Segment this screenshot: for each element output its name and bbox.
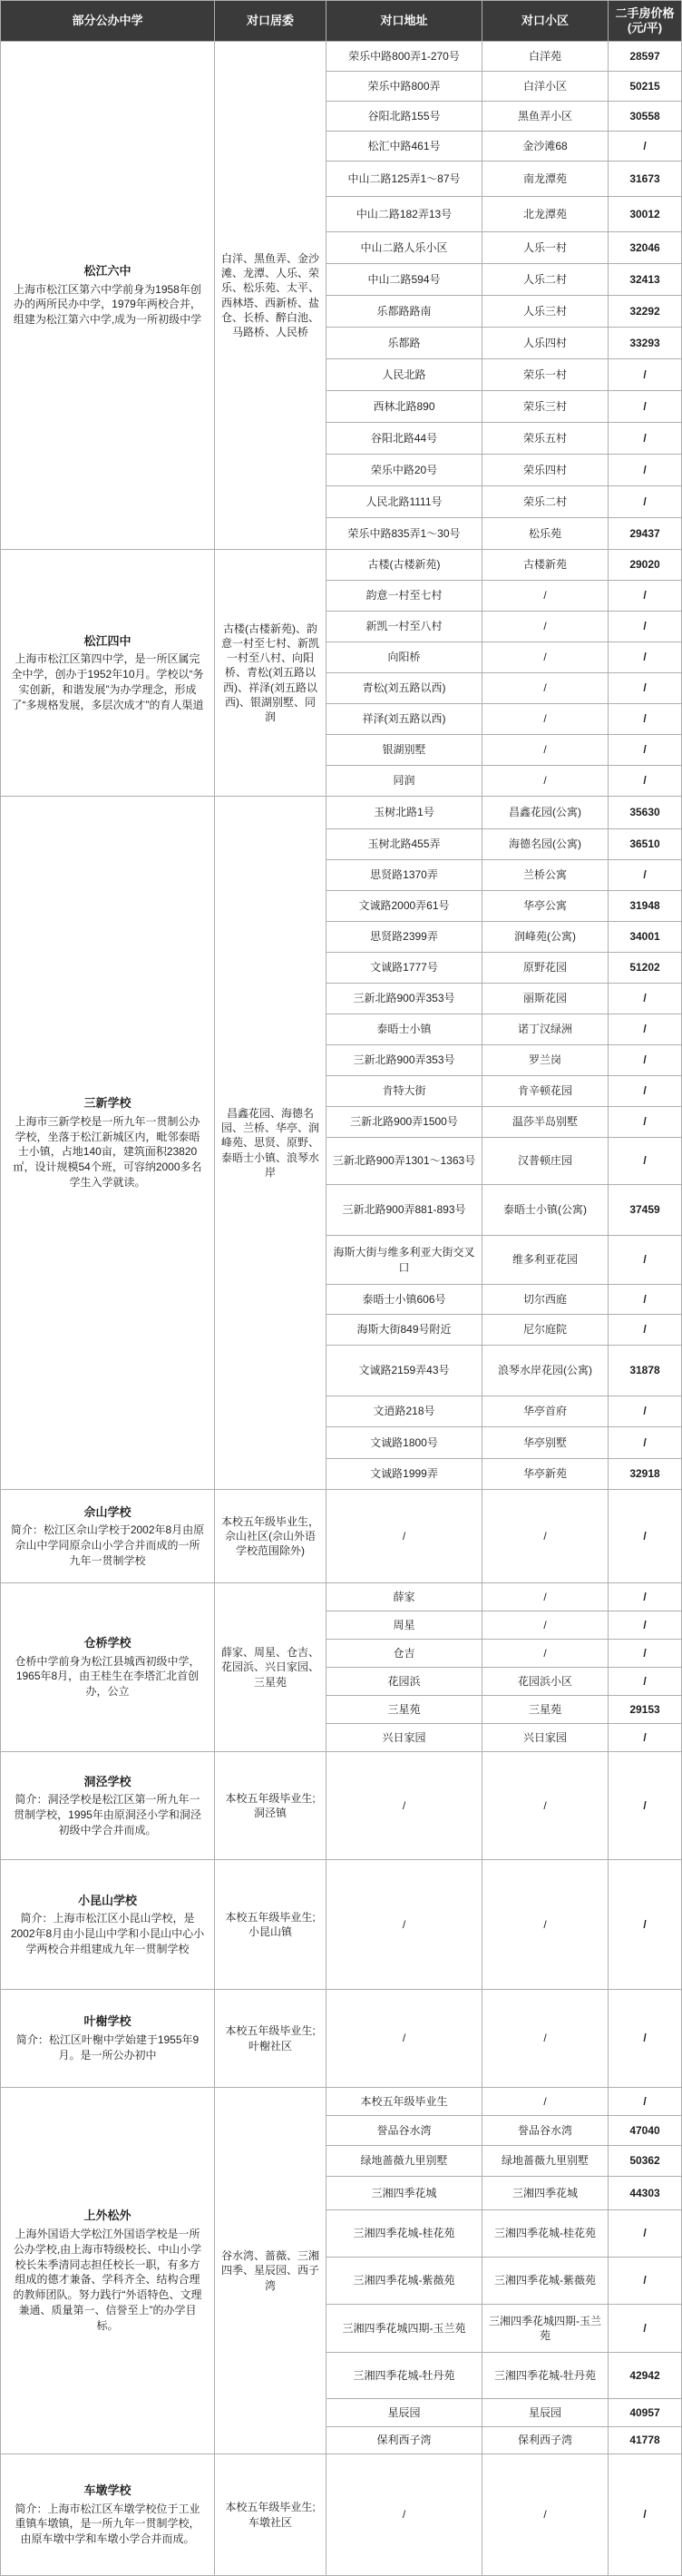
community-cell: / [482, 1490, 608, 1582]
community-cell: 荣乐四村 [482, 455, 608, 485]
header-price-unit: (元/平) [627, 21, 663, 34]
community-cell: / [482, 1752, 608, 1859]
school-intro: 上海市松江区第六中学前身为1958年创办的两所民办中学，1979年两校合并，组建为松江第六中学,成为一所初级中学 [13, 282, 202, 327]
price-cell: / [609, 2305, 681, 2352]
price-cell: / [609, 673, 681, 703]
price-cell: 50362 [609, 2146, 681, 2176]
header-school: 部分公办中学 [1, 1, 214, 41]
price-cell: 29153 [609, 1696, 681, 1723]
price-cell: 50215 [609, 72, 681, 101]
address-cell: 兴日家园 [326, 1724, 482, 1751]
price-cell: 28597 [609, 42, 681, 71]
address-cell: 荣乐中路800弄1-270号 [326, 42, 482, 71]
community-cell: 南龙潭苑 [482, 162, 608, 196]
address-cell: 泰晤士小镇 [326, 1014, 482, 1044]
community-cell: 海德名园(公寓) [482, 829, 608, 859]
committee-cell: 本校五年级毕业生;车墩社区 [215, 2454, 326, 2575]
community-cell: 誉品谷水湾 [482, 2116, 608, 2145]
committee-cell: 谷水湾、蔷薇、三湘四季、星辰园、西子湾 [215, 2088, 326, 2454]
community-cell: / [482, 704, 608, 734]
address-cell: 文诚路1777号 [326, 953, 482, 983]
community-cell: 古楼新苑 [482, 550, 608, 580]
school-cell [1, 1583, 214, 1751]
price-cell: 42942 [609, 2353, 681, 2398]
price-cell: / [609, 391, 681, 422]
community-cell: 荣乐一村 [482, 359, 608, 390]
community-cell: 温莎半岛别墅 [482, 1107, 608, 1137]
community-cell: 诺丁汉绿洲 [482, 1014, 608, 1044]
address-cell: / [326, 1990, 482, 2087]
community-cell: / [482, 766, 608, 796]
community-cell: 浪琴水岸花园(公寓) [482, 1346, 608, 1396]
address-cell: 西林北路890 [326, 391, 482, 422]
committee-cell: 本校五年级毕业生，佘山社区(佘山外语学校范围除外) [215, 1490, 326, 1582]
price-cell: 37459 [609, 1185, 681, 1235]
address-cell: 泰晤士小镇606号 [326, 1285, 482, 1314]
address-cell: / [326, 2454, 482, 2575]
community-cell: 荣乐二村 [482, 486, 608, 517]
price-cell: 44303 [609, 2177, 681, 2209]
community-cell: / [482, 642, 608, 672]
header-price-label: 二手房价格 [615, 5, 675, 20]
price-cell: 32413 [609, 264, 681, 295]
price-cell: / [609, 860, 681, 890]
school-cell [1, 1860, 214, 1989]
price-cell: / [609, 1285, 681, 1314]
community-cell: 北龙潭苑 [482, 197, 608, 231]
price-cell: / [609, 612, 681, 642]
address-cell: 青松(刘五路以西) [326, 673, 482, 703]
address-cell: 三新北路900弄1301～1363号 [326, 1138, 482, 1184]
price-cell: / [609, 642, 681, 672]
school-intro: 上海市三新学校是一所九年一贯制公办学校，坐落于松江新城区内，毗邻泰晤士小镇，占地140亩，建筑面积23820㎡，设计规模54个班，可容纳2000多名学生入学就读。 [13, 1114, 202, 1189]
community-cell: 兴日家园 [482, 1724, 608, 1751]
community-cell: 华亭公寓 [482, 891, 608, 921]
price-cell: / [609, 455, 681, 485]
community-cell: / [482, 581, 608, 611]
community-cell: 人乐一村 [482, 232, 608, 263]
price-cell: / [609, 984, 681, 1014]
address-cell: 三新北路900弄1500号 [326, 1107, 482, 1137]
price-cell: 32046 [609, 232, 681, 263]
price-cell: / [609, 1752, 681, 1859]
address-cell: 中山二路594号 [326, 264, 482, 295]
community-cell: 华亭别墅 [482, 1427, 608, 1458]
address-cell: 三湘四季花城-紫薇苑 [326, 2258, 482, 2304]
community-cell: 丽斯花园 [482, 984, 608, 1014]
address-cell: 思贤路1370弄 [326, 860, 482, 890]
community-cell: 罗兰岗 [482, 1045, 608, 1075]
community-cell: 人乐二村 [482, 264, 608, 295]
community-cell: 原野花园 [482, 953, 608, 983]
school-name: 松江四中 [83, 633, 132, 648]
community-cell: 白洋苑 [482, 42, 608, 71]
price-cell: / [609, 1014, 681, 1044]
community-cell: 松乐苑 [482, 518, 608, 549]
address-cell: 海斯大街849号附近 [326, 1315, 482, 1345]
school-intro: 简介：洞泾学校是松江区第一所九年一贯制学校，1995年由原洞泾小学和洞泾初级中学合并而成。 [14, 1793, 201, 1837]
community-cell: 黑鱼弄小区 [482, 102, 608, 131]
address-cell: 思贤路2399弄 [326, 922, 482, 952]
price-cell: / [609, 2088, 681, 2115]
school-intro: 简介：上海市松江区车墩学校位于工业重镇车墩镇，是一所九年一贯制学校，由原车墩中学和车墩小学合并而成。 [15, 2502, 200, 2546]
community-cell: 华亭首府 [482, 1396, 608, 1426]
header-price [609, 1, 681, 41]
school-name: 三新学校 [83, 1096, 132, 1111]
price-cell: / [609, 1640, 681, 1667]
community-cell: / [482, 2454, 608, 2575]
school-cell [1, 1490, 214, 1582]
price-cell: / [609, 1045, 681, 1075]
price-cell: / [609, 2454, 681, 2575]
address-cell: 三湘四季花城-桂花苑 [326, 2210, 482, 2257]
address-cell: 肯特大街 [326, 1076, 482, 1106]
address-cell: 新凯一村至八村 [326, 612, 482, 642]
community-cell: 三湘四季花城-桂花苑 [482, 2210, 608, 2257]
community-cell: 三湘四季花城四期-玉兰苑 [482, 2305, 608, 2352]
school-name: 上外松外 [83, 2209, 132, 2223]
address-cell: 人民北路 [326, 359, 482, 390]
price-cell: / [609, 1315, 681, 1345]
price-cell: 29020 [609, 550, 681, 580]
address-cell: 玉树北路455弄 [326, 829, 482, 859]
community-cell: 金沙滩68 [482, 132, 608, 161]
address-cell: 三新北路900弄353号 [326, 1045, 482, 1075]
price-cell: 36510 [609, 829, 681, 859]
school-cell [1, 1752, 214, 1859]
address-cell: 文诚路2159弄43号 [326, 1346, 482, 1396]
community-cell: 荣乐五村 [482, 423, 608, 454]
community-cell: 花园浜小区 [482, 1668, 608, 1695]
address-cell: 周星 [326, 1611, 482, 1639]
address-cell: 文诚路2000弄61号 [326, 891, 482, 921]
address-cell: 保利西子湾 [326, 2427, 482, 2454]
price-cell: / [609, 1668, 681, 1695]
price-cell: / [609, 1860, 681, 1989]
community-cell: / [482, 1611, 608, 1639]
price-cell: / [609, 704, 681, 734]
address-cell: 中山二路182弄13号 [326, 197, 482, 231]
address-cell: 乐都路路南 [326, 296, 482, 327]
address-cell: 银湖别墅 [326, 735, 482, 765]
price-cell: 33293 [609, 328, 681, 358]
price-cell: / [609, 359, 681, 390]
school-name: 仓桥学校 [83, 1636, 132, 1650]
address-cell: 文诚路1999弄 [326, 1459, 482, 1489]
community-cell: 绿地蔷薇九里别墅 [482, 2146, 608, 2176]
address-cell: 玉树北路1号 [326, 797, 482, 828]
community-cell: 润峰苑(公寓) [482, 922, 608, 952]
community-cell: 人乐四村 [482, 328, 608, 358]
price-cell: 35630 [609, 797, 681, 828]
school-intro: 简介：上海市松江区小昆山学校，是2002年8月由小昆山中学和小昆山中心小学两校合并组建成九年一贯制学校 [10, 1912, 205, 1955]
price-cell: 30558 [609, 102, 681, 131]
school-cell [1, 797, 214, 1489]
school-name: 松江六中 [83, 264, 132, 279]
address-cell: / [326, 1752, 482, 1859]
committee-cell: 本校五年级毕业生;小昆山镇 [215, 1860, 326, 1989]
header-address: 对口地址 [326, 1, 482, 41]
price-cell: / [609, 1427, 681, 1458]
address-cell: 文逍路218号 [326, 1396, 482, 1426]
community-cell: 人乐三村 [482, 296, 608, 327]
header-committee: 对口居委 [215, 1, 326, 41]
address-cell: 古楼(古楼新苑) [326, 550, 482, 580]
address-cell: 向阳桥 [326, 642, 482, 672]
price-cell: / [609, 1138, 681, 1184]
community-cell: / [482, 735, 608, 765]
community-cell: 尼尔庭院 [482, 1315, 608, 1345]
address-cell: 荣乐中路800弄 [326, 72, 482, 101]
price-cell: / [609, 1076, 681, 1106]
address-cell: 祥泽(刘五路以西) [326, 704, 482, 734]
community-cell: / [482, 612, 608, 642]
address-cell: 人民北路1111号 [326, 486, 482, 517]
school-cell [1, 550, 214, 796]
committee-cell: 本校五年级毕业生;洞泾镇 [215, 1752, 326, 1859]
address-cell: 中山二路人乐小区 [326, 232, 482, 263]
community-cell: 三湘四季花城-紫薇苑 [482, 2258, 608, 2304]
address-cell: 海斯大街与维多利亚大街交叉口 [326, 1236, 482, 1284]
address-cell: 三新北路900弄353号 [326, 984, 482, 1014]
price-cell: / [609, 1611, 681, 1639]
address-cell: 中山二路125弄1～87号 [326, 162, 482, 196]
community-cell: / [482, 1860, 608, 1989]
price-cell: / [609, 766, 681, 796]
community-cell: 保利西子湾 [482, 2427, 608, 2454]
school-name: 佘山学校 [83, 1504, 132, 1519]
community-cell: 汉普顿庄园 [482, 1138, 608, 1184]
address-cell: / [326, 1860, 482, 1989]
price-cell: / [609, 1236, 681, 1284]
price-cell: 51202 [609, 953, 681, 983]
price-cell: / [609, 735, 681, 765]
address-cell: 乐都路 [326, 328, 482, 358]
school-name: 洞泾学校 [83, 1774, 132, 1788]
address-cell: 三星苑 [326, 1696, 482, 1723]
community-cell: 三湘四季花城 [482, 2177, 608, 2209]
address-cell: 谷阳北路44号 [326, 423, 482, 454]
school-intro: 上海外国语大学松江外国语学校是一所公办学校,由上海市特级校长、中山小学校长朱季清同志担任校长一职，有多方组成的德才兼备、学科齐全、结构合理的教师团队。努力践行“外语特色、文理兼通、质量第一、信誉至上”的办学目标。 [13, 2227, 202, 2332]
community-cell: 三星苑 [482, 1696, 608, 1723]
school-name: 小昆山学校 [77, 1893, 137, 1907]
school-intro: 上海市松江区第四中学，是一所区属完全中学，创办于1952年10月。学校以“务实创新，和谐发展”为办学理念，形成了“多规格发展，多层次成才”的育人渠道 [11, 652, 204, 711]
address-cell: 荣乐中路835弄1～30号 [326, 518, 482, 549]
committee-cell: 本校五年级毕业生;叶榭社区 [215, 1990, 326, 2087]
school-cell [1, 2088, 214, 2454]
school-name: 叶榭学校 [83, 2014, 132, 2029]
school-intro: 仓桥中学前身为松江县城西初级中学，1965年8月，由王桂生在李塔汇北首创办，公立 [15, 1654, 200, 1699]
price-cell: 32918 [609, 1459, 681, 1489]
school-cell [1, 1990, 214, 2087]
address-cell: 三新北路900弄881-893号 [326, 1185, 482, 1235]
school-intro: 简介：松江区叶榭中学始建于1955年9月。是一所公办初中 [15, 2032, 200, 2062]
address-cell: 谷阳北路155号 [326, 102, 482, 131]
community-cell: 切尔西庭 [482, 1285, 608, 1314]
community-cell: / [482, 1990, 608, 2087]
address-cell: 同润 [326, 766, 482, 796]
community-cell: / [482, 1583, 608, 1611]
price-cell: / [609, 1724, 681, 1751]
address-cell: 薛家 [326, 1583, 482, 1611]
price-cell: 41778 [609, 2427, 681, 2454]
school-name: 车墩学校 [83, 2483, 132, 2498]
address-cell: 三湘四季花城-牡丹苑 [326, 2353, 482, 2398]
price-cell: 34001 [609, 922, 681, 952]
community-cell: 兰桥公寓 [482, 860, 608, 890]
address-cell: 三湘四季花城四期-玉兰苑 [326, 2305, 482, 2352]
price-cell: 31673 [609, 162, 681, 196]
school-cell [1, 42, 214, 549]
price-cell: 47040 [609, 2116, 681, 2145]
community-cell: 白洋小区 [482, 72, 608, 101]
header-community: 对口小区 [482, 1, 608, 41]
community-cell: 泰晤士小镇(公寓) [482, 1185, 608, 1235]
price-cell: / [609, 423, 681, 454]
price-cell: / [609, 2210, 681, 2257]
address-cell: / [326, 1490, 482, 1582]
school-cell [1, 2454, 214, 2575]
address-cell: 文诚路1800号 [326, 1427, 482, 1458]
price-cell: / [609, 1107, 681, 1137]
price-cell: / [609, 1990, 681, 2087]
community-cell: 三湘四季花城-牡丹苑 [482, 2353, 608, 2398]
community-cell: 肯辛顿花园 [482, 1076, 608, 1106]
address-cell: 花园浜 [326, 1668, 482, 1695]
price-cell: / [609, 486, 681, 517]
community-cell: 华亭新苑 [482, 1459, 608, 1489]
price-cell: 40957 [609, 2399, 681, 2426]
address-cell: 绿地蔷薇九里别墅 [326, 2146, 482, 2176]
community-cell: / [482, 673, 608, 703]
committee-cell: 白洋、黑鱼弄、金沙滩、龙潭、人乐、荣乐、松乐苑、太平、西林塔、西新桥、盐仓、长桥、醉白池、马路桥、人民桥 [215, 42, 326, 549]
address-cell: 三湘四季花城 [326, 2177, 482, 2209]
committee-cell: 薛家、周星、仓吉、花园浜、兴日家园、三星苑 [215, 1583, 326, 1751]
price-cell: / [609, 581, 681, 611]
price-cell: / [609, 132, 681, 161]
school-intro: 简介：松江区佘山学校于2002年8月由原佘山中学同原佘山小学合并而成的一所九年一贯制学校 [10, 1523, 205, 1567]
price-cell: / [609, 2258, 681, 2304]
community-cell: 昌鑫花园(公寓) [482, 797, 608, 828]
address-cell: 韵意一村至七村 [326, 581, 482, 611]
price-cell: 29437 [609, 518, 681, 549]
price-cell: / [609, 1396, 681, 1426]
price-cell: 30012 [609, 197, 681, 231]
address-cell: 本校五年级毕业生 [326, 2088, 482, 2115]
community-cell: / [482, 1640, 608, 1667]
address-cell: 星辰园 [326, 2399, 482, 2426]
committee-cell: 昌鑫花园、海德名园、兰桥、华亭、润峰苑、思贤、原野、泰晤士小镇、浪琴水岸 [215, 797, 326, 1489]
committee-cell: 古楼(古楼新苑)、韵意一村至七村、新凯一村至八村、向阳桥、青松(刘五路以西)、祥泽(刘五路以西)、银湖别墅、同润 [215, 550, 326, 796]
price-cell: 31948 [609, 891, 681, 921]
address-cell: 仓吉 [326, 1640, 482, 1667]
price-cell: 31878 [609, 1346, 681, 1396]
price-cell: / [609, 1583, 681, 1611]
price-cell: / [609, 1490, 681, 1582]
community-cell: / [482, 2088, 608, 2115]
community-cell: 维多利亚花园 [482, 1236, 608, 1284]
price-cell: 32292 [609, 296, 681, 327]
community-cell: 星辰园 [482, 2399, 608, 2426]
community-cell: 荣乐三村 [482, 391, 608, 422]
address-cell: 松汇中路461号 [326, 132, 482, 161]
address-cell: 誉品谷水湾 [326, 2116, 482, 2145]
address-cell: 荣乐中路20号 [326, 455, 482, 485]
